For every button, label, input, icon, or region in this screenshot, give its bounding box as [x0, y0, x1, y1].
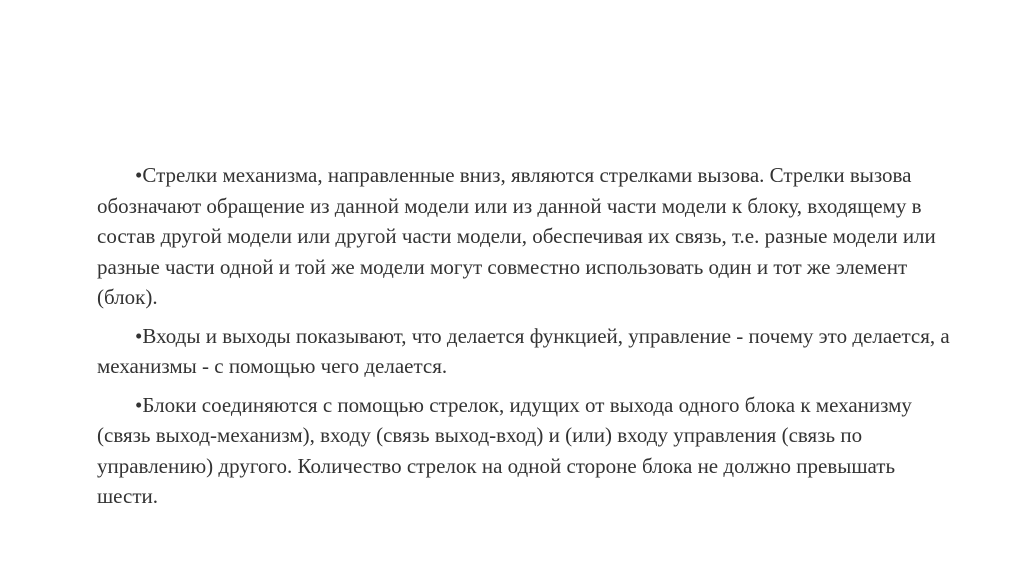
bullet-marker: • — [135, 163, 143, 187]
bullet-paragraph-3 — [97, 390, 957, 512]
paragraph-text: Блоки соединяются с помощью стрелок, идущих от выхода одного блока к механизму (связь выход-механизм), входу (связь выход-вход) и (или) входу управления (связь по управлению) другого. Количество стрелок на одной стороне блока не должно превышать шести. — [97, 392, 912, 508]
bullet-marker: • — [135, 323, 143, 348]
bullet-paragraph-2 — [97, 321, 957, 382]
paragraph-text: Стрелки механизма, направленные вниз, являются стрелками вызова. Стрелки вызова обозначают обращение из данной модели или из данной части модели к блоку, входящему в состав другой модели или другой части модели, обеспечивая их связь, т.е. разные модели или разные части одной и той же модели могут совместно использовать один и тот же элемент (блок). — [97, 163, 936, 309]
bullet-paragraph-1 — [97, 160, 957, 313]
bullet-marker: • — [135, 392, 143, 417]
paragraph-text: Входы и выходы показывают, что делается функцией, управление - почему это делается, а механизмы - с помощью чего делается. — [97, 323, 950, 378]
slide-body — [97, 160, 957, 520]
